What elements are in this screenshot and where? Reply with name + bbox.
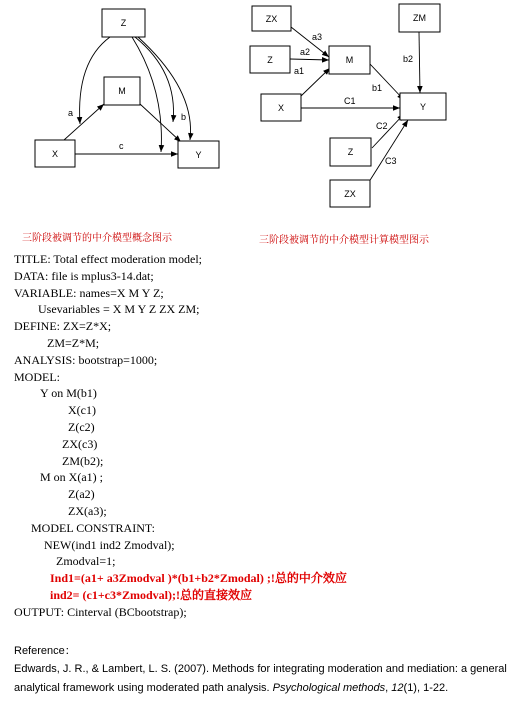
node-y-right [400, 93, 446, 120]
node-zx-top [252, 6, 291, 31]
svg-text:X: X [51, 149, 59, 159]
computational-diagram [250, 4, 446, 207]
edge-m-y-right [370, 64, 404, 100]
svg-text:ZX: ZX [265, 14, 278, 24]
reference-section [14, 643, 519, 698]
citation-text: Edwards, J. R., & Lambert, L. S. (2007). Methods for integrating moderation and mediation: a general analytical framework using moderated path analysis. [14, 663, 507, 694]
code-line: MODEL CONSTRAINT: [31, 520, 155, 535]
node-z-top [250, 46, 290, 73]
label-b2: b2 [403, 54, 414, 64]
code-line: DEFINE: ZX=Z*X; [14, 319, 112, 334]
code-line: ANALYSIS: bootstrap=1000; [14, 352, 158, 367]
node-m [104, 77, 140, 105]
citation-separator: , [385, 682, 392, 694]
svg-text:Z: Z [347, 147, 354, 157]
code-line: Z(c2) [68, 419, 95, 434]
code-line: X(c1) [68, 403, 96, 418]
svg-text:Y: Y [195, 150, 202, 160]
code-line: ZX(c3) [62, 436, 98, 451]
label-b: b [181, 112, 187, 122]
node-x-right [261, 94, 301, 121]
edge-z-to-b-path [135, 37, 174, 122]
edge-zm-y [419, 32, 420, 93]
svg-text:ZX: ZX [344, 189, 356, 199]
label-a3: a3 [312, 32, 323, 42]
node-z [102, 9, 145, 37]
code-line: ZX(a3); [68, 503, 107, 518]
node-zm [399, 4, 440, 32]
code-line: Usevariables = X M Y Z ZX ZM; [38, 302, 200, 317]
code-line-highlight: Ind1=(a1+ a3Zmodval )*(b1+b2*Zmodal) ;!总的中介效应 [50, 571, 347, 586]
code-line: Y on M(b1) [40, 386, 97, 401]
code-line: OUTPUT: Cinterval (BCbootstrap); [14, 604, 187, 619]
node-z-bottom [330, 138, 371, 166]
svg-text:Z: Z [267, 55, 273, 65]
reference-citation [14, 660, 519, 698]
edge-z-bottom-y [372, 114, 404, 148]
code-line: ZM(b2); [62, 453, 104, 468]
label-b1: b1 [372, 83, 383, 93]
right-diagram-caption: 三阶段被调节的中介模型计算模型图示 [259, 235, 429, 246]
code-line: M on X(a1) ; [40, 470, 103, 485]
reference-heading: Reference： [14, 645, 76, 657]
code-line: DATA: file is mplus3-14.dat; [14, 268, 154, 283]
label-c1: C1 [344, 96, 356, 106]
svg-text:Y: Y [419, 102, 427, 112]
edge-z-m [290, 59, 329, 60]
mplus-syntax [14, 251, 347, 621]
code-line: NEW(ind1 ind2 Zmodval); [44, 537, 175, 552]
code-line: Z(a2) [68, 487, 95, 502]
citation-volume: 12 [391, 682, 404, 694]
citation-issue-pages: (1), 1-22. [403, 682, 449, 694]
label-c3: C3 [385, 156, 397, 166]
svg-text:ZM: ZM [413, 13, 426, 23]
code-line: VARIABLE: names=X M Y Z; [14, 285, 164, 300]
code-line: MODEL: [14, 369, 60, 384]
node-zx-bottom [330, 180, 370, 207]
label-c2: C2 [376, 121, 388, 131]
code-line: Zmodval=1; [56, 554, 116, 569]
left-diagram-caption: 三阶段被调节的中介模型概念图示 [22, 233, 172, 244]
label-a: a [68, 108, 74, 118]
label-a2: a2 [300, 47, 311, 57]
node-y [178, 141, 219, 168]
svg-text:M: M [118, 86, 126, 96]
edge-z-to-y [138, 37, 191, 140]
svg-text:X: X [277, 103, 285, 113]
edge-x-m-right [301, 68, 330, 96]
code-line-highlight: ind2= (c1+c3*Zmodval);!总的直接效应 [50, 587, 253, 602]
code-line: ZM=Z*M; [47, 335, 100, 350]
label-c: c [119, 141, 124, 151]
code-line: TITLE: Total effect moderation model; [14, 252, 202, 266]
node-m-right [329, 46, 370, 74]
svg-text:Z: Z [120, 18, 127, 28]
citation-journal: Psychological methods [272, 682, 386, 694]
conceptual-diagram [35, 9, 219, 168]
svg-text:M: M [345, 55, 354, 65]
path-diagrams [0, 0, 532, 250]
label-a1: a1 [294, 66, 305, 76]
node-x [35, 140, 75, 167]
